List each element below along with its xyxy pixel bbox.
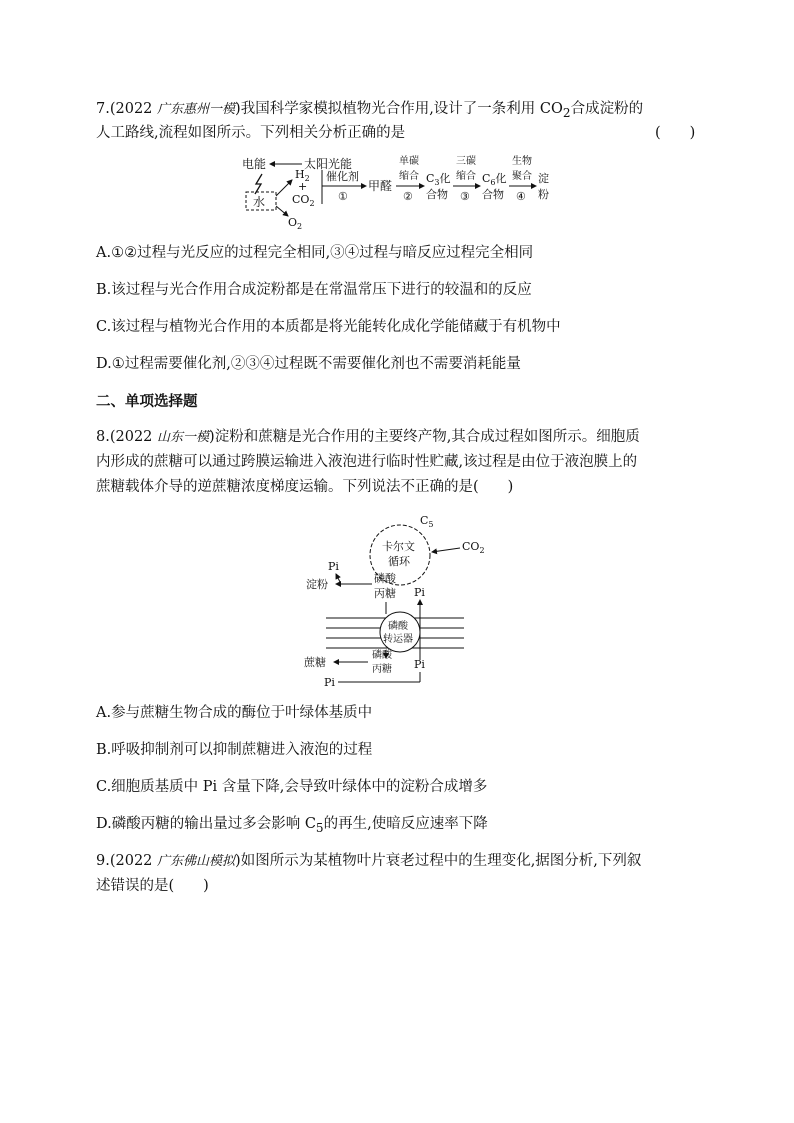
electricity-label: 电能 xyxy=(242,157,267,171)
svg-text:Pi: Pi xyxy=(324,676,335,689)
svg-text:丙糖: 丙糖 xyxy=(374,587,396,600)
svg-text:磷酸: 磷酸 xyxy=(374,572,396,585)
svg-text:催化剂: 催化剂 xyxy=(326,170,359,183)
svg-text:循环: 循环 xyxy=(388,555,410,568)
svg-text:④: ④ xyxy=(516,190,526,203)
svg-text:C6化: $C_6$化 xyxy=(482,172,507,187)
svg-text:③: ③ xyxy=(460,190,470,203)
svg-text:C3化: $C_3$化 xyxy=(426,172,451,187)
lightning-icon xyxy=(255,174,262,194)
q7-option-c[interactable]: C.该过程与植物光合作用的本质都是将光能转化成化学能储藏于有机物中 xyxy=(96,319,561,335)
svg-text:缩合: 缩合 xyxy=(399,171,419,182)
svg-text:CO2: $CO_2$ xyxy=(292,193,315,208)
q7-number: 7. xyxy=(96,101,110,117)
svg-text:O2: $O_2$ xyxy=(288,216,303,231)
q7-flow-diagram xyxy=(240,152,570,232)
svg-text:聚合: 聚合 xyxy=(512,171,532,182)
section-heading: 二、单项选择题 xyxy=(96,394,198,410)
svg-text:Pi: Pi xyxy=(328,560,339,573)
svg-text:生物: 生物 xyxy=(512,156,532,167)
svg-text:①: ① xyxy=(338,190,348,203)
q7-answer-bracket: ( ) xyxy=(655,125,696,141)
q7-stem-line2: 人工路线,流程如图所示。下列相关分析正确的是 xyxy=(96,125,406,141)
q7-option-b[interactable]: B.该过程与光合作用合成淀粉都是在常温常压下进行的较温和的反应 xyxy=(96,282,532,298)
svg-text:C5: $C_5$ xyxy=(420,514,434,529)
svg-text:淀: 淀 xyxy=(538,172,549,185)
svg-text:合物: 合物 xyxy=(482,188,504,201)
q8-stem-line1: 8.(2022 山东一模)淀粉和蔗糖是光合作用的主要终产物,其合成过程如图所示。细胞质 xyxy=(96,429,640,445)
svg-text:②: ② xyxy=(403,190,413,203)
svg-text:三碳: 三碳 xyxy=(456,156,476,167)
q9-source: 广东佛山模拟 xyxy=(157,854,236,869)
svg-text:+: + xyxy=(298,180,308,193)
q7-stem-line1: 7.(2022 广东惠州一模)我国科学家模拟植物光合作用,设计了一条利用 $CO_2$合成淀粉的 xyxy=(96,101,644,120)
q8-option-d[interactable]: D.磷酸丙糖的输出量过多会影响 $C_5$的再生,使暗反应速率下降 xyxy=(96,816,488,835)
svg-text:H2: $H_2$ xyxy=(295,168,310,183)
svg-text:转运器: 转运器 xyxy=(383,634,413,645)
q8-source: 山东一模 xyxy=(157,430,210,445)
q8-stem-line3: 蔗糖载体介导的逆蔗糖浓度梯度运输。下列说法不正确的是( ) xyxy=(96,479,514,495)
svg-text:Pi: Pi xyxy=(414,658,425,671)
svg-text:磷酸: 磷酸 xyxy=(372,650,392,661)
q8-option-b[interactable]: B.呼吸抑制剂可以抑制蔗糖进入液泡的过程 xyxy=(96,742,373,758)
svg-text:粉: 粉 xyxy=(538,188,549,201)
q9-stem-line2: 述错误的是( ) xyxy=(96,878,209,894)
q8-stem-line2: 内形成的蔗糖可以通过跨膜运输进入液泡进行临时性贮藏,该过程是由位于液泡膜上的 xyxy=(96,454,638,470)
sunlight-label: 太阳光能 xyxy=(304,157,353,171)
svg-text:磷酸: 磷酸 xyxy=(388,621,408,632)
q8-option-c[interactable]: C.细胞质基质中 Pi 含量下降,会导致叶绿体中的淀粉合成增多 xyxy=(96,779,488,795)
q8-calvin-diagram xyxy=(300,510,500,690)
svg-text:合物: 合物 xyxy=(426,188,448,201)
svg-text:Pi: Pi xyxy=(414,586,425,599)
q7-option-a[interactable]: A.①②过程与光反应的过程完全相同,③④过程与暗反应过程完全相同 xyxy=(96,245,534,261)
svg-text:蔗糖: 蔗糖 xyxy=(304,656,326,669)
svg-text:卡尔文: 卡尔文 xyxy=(382,540,415,553)
methanal-label: 甲醛 xyxy=(368,179,393,193)
water-label: 水 xyxy=(253,195,266,209)
svg-text:缩合: 缩合 xyxy=(456,171,476,182)
svg-text:CO2: $CO_2$ xyxy=(462,540,485,555)
q9-stem-line1: 9.(2022 广东佛山模拟)如图所示为某植物叶片衰老过程中的生理变化,据图分析,下列叙 xyxy=(96,853,642,869)
q7-option-d[interactable]: D.①过程需要催化剂,②③④过程既不需要催化剂也不需要消耗能量 xyxy=(96,356,521,372)
q7-source: 广东惠州一模 xyxy=(157,102,236,117)
svg-text:丙糖: 丙糖 xyxy=(372,664,392,675)
svg-text:淀粉: 淀粉 xyxy=(306,578,328,591)
svg-text:单碳: 单碳 xyxy=(399,156,419,167)
q8-option-a[interactable]: A.参与蔗糖生物合成的酶位于叶绿体基质中 xyxy=(96,705,373,721)
